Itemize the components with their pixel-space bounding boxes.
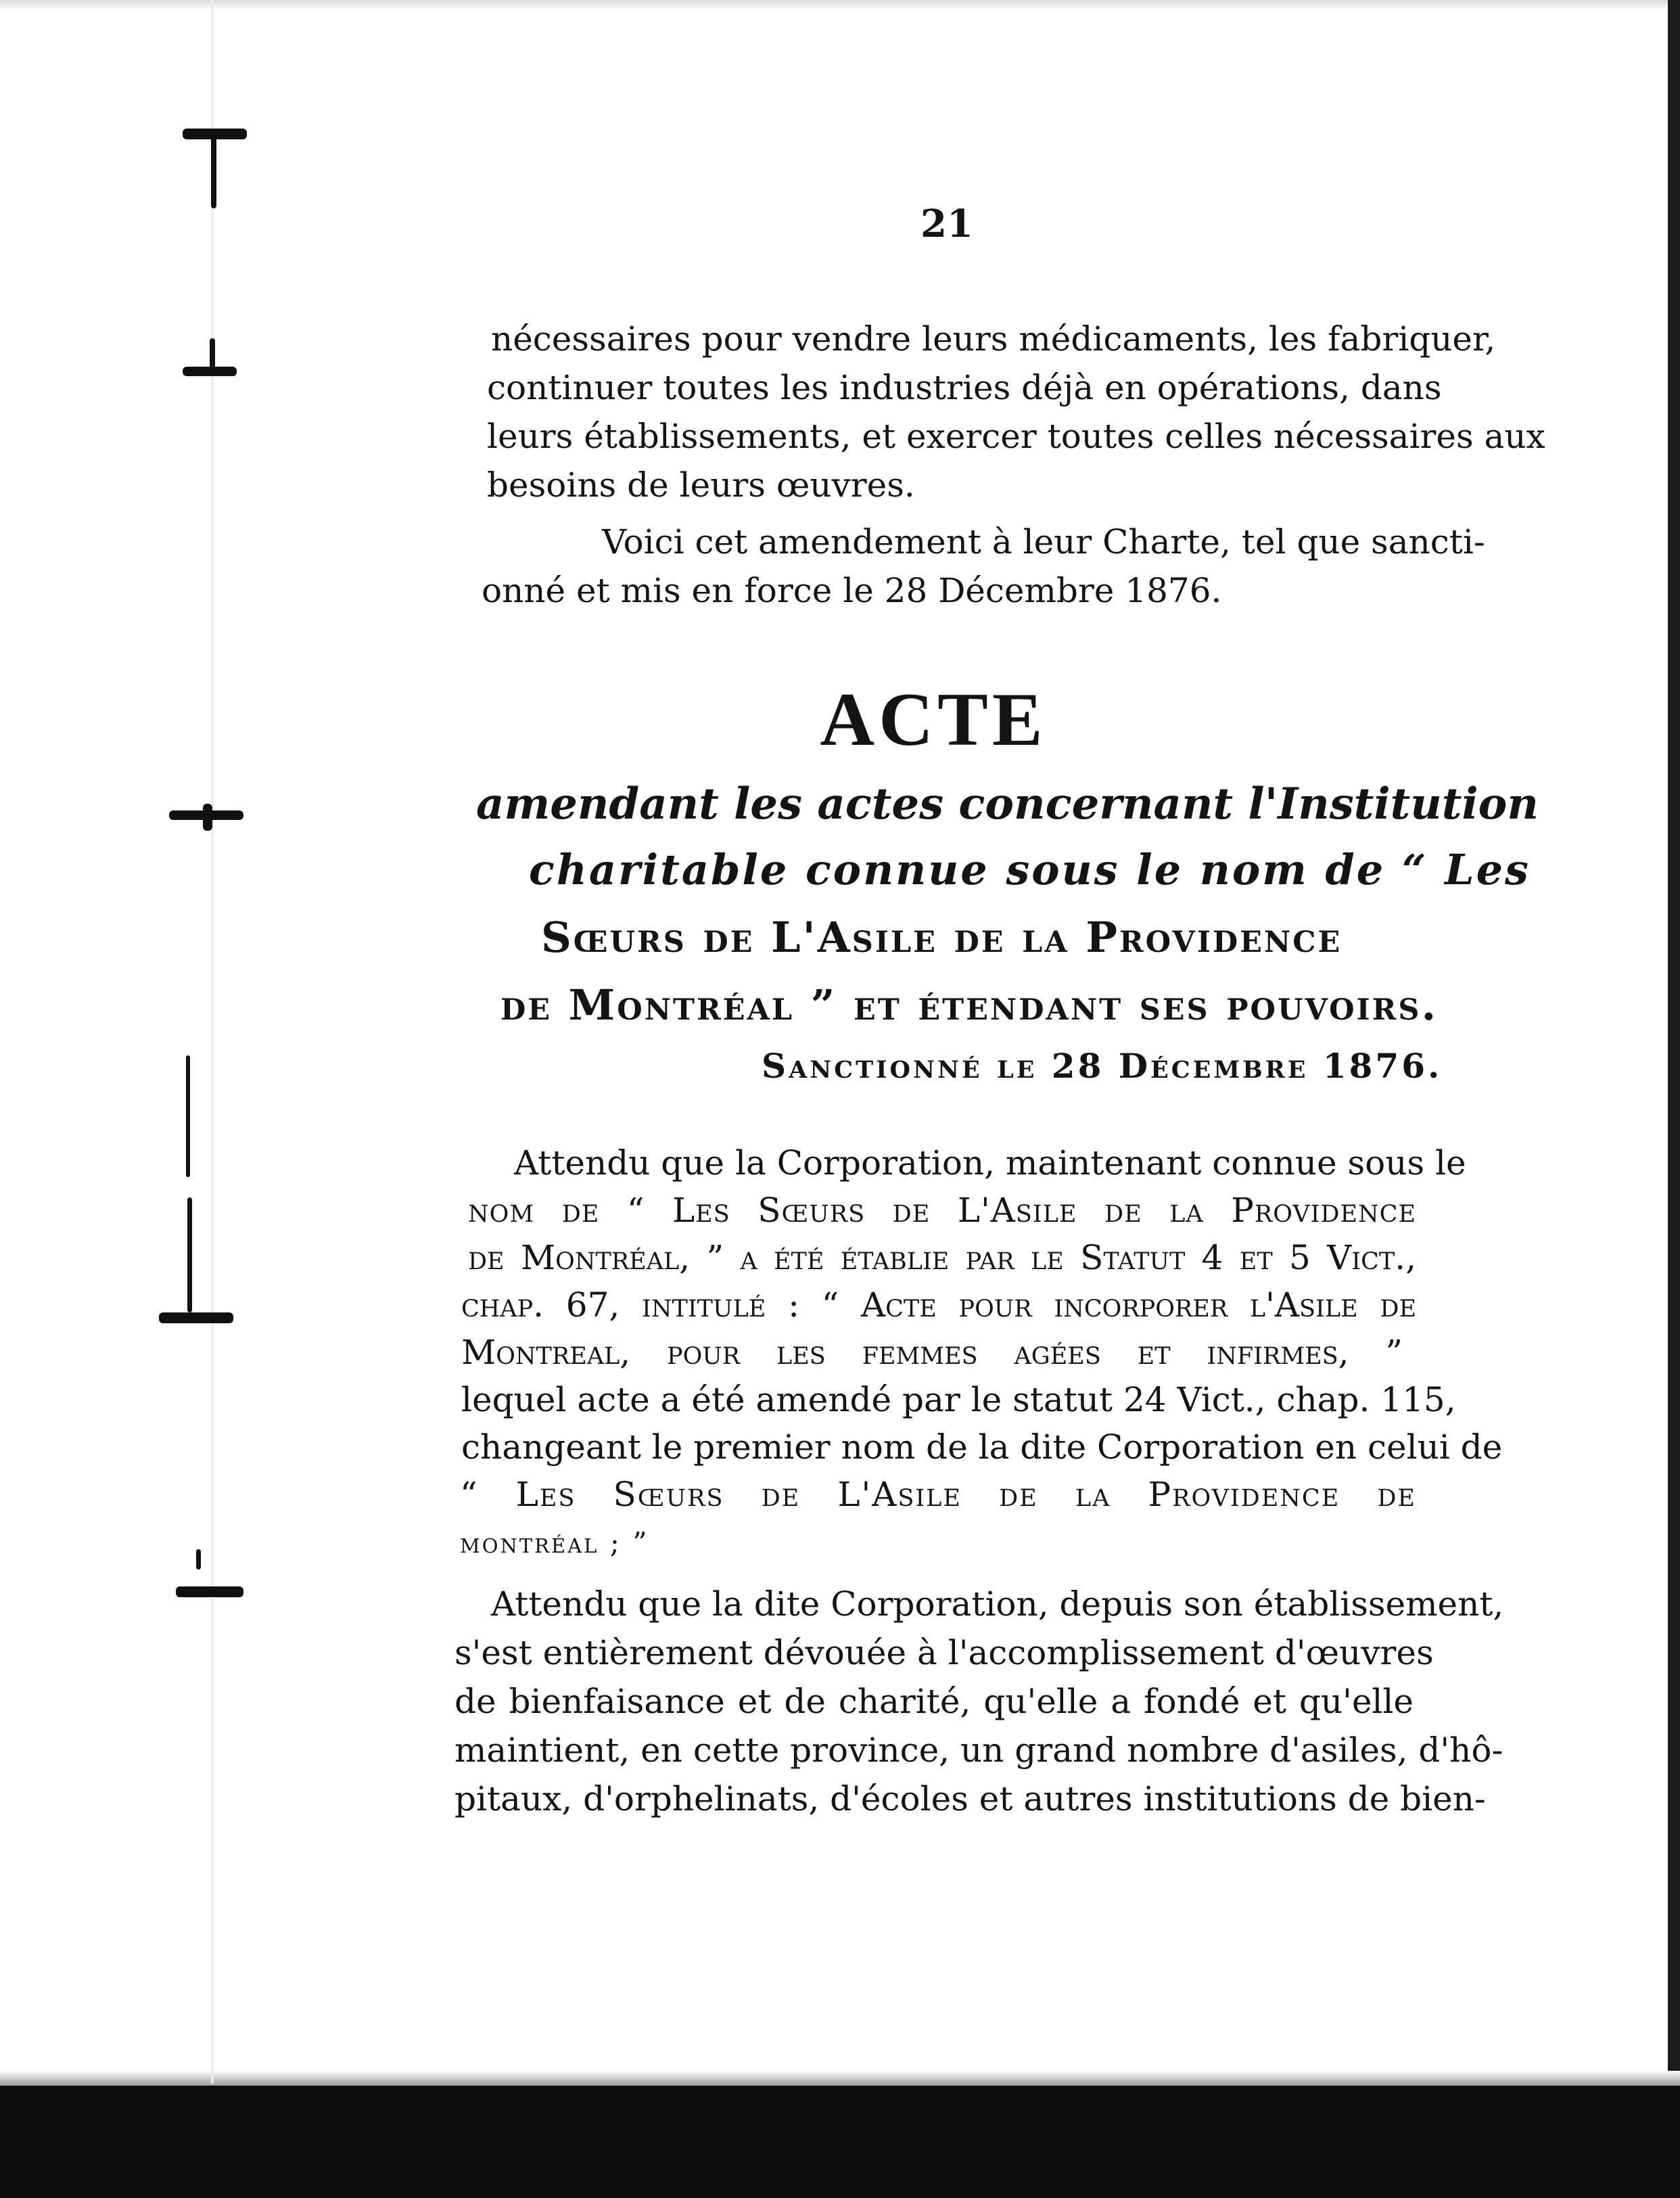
text-line: “ Les Sœurs de L'Asile de la Providence de	[460, 1475, 1416, 1514]
scan-bottom-band	[0, 2086, 1680, 2198]
binding-stitch-mark	[179, 338, 247, 392]
act-title: ACTE	[820, 678, 1047, 762]
text-line: continuer toutes les industries déjà en opérations, dans	[487, 368, 1442, 407]
text-line: maintient, en cette province, un grand nombre d'asiles, d'hô-	[454, 1731, 1503, 1770]
text-line: onné et mis en force le 28 Décembre 1876.	[482, 571, 1222, 610]
text-line: Attendu que la dite Corporation, depuis son établissement,	[491, 1584, 1504, 1624]
text-line: de Montréal, ” a été établie par le Statut 4 et 5 Vict.,	[468, 1238, 1416, 1277]
act-subtitle-line: de Montréal ” et étendant ses pouvoirs.	[500, 980, 1439, 1030]
text-line: Attendu que la Corporation, maintenant connue sous le	[514, 1143, 1466, 1183]
text-line: nom de “ Les Sœurs de L'Asile de la Providence	[468, 1191, 1416, 1230]
act-subtitle-line: Sœurs de L'Asile de la Providence	[541, 913, 1343, 962]
text-line: pitaux, d'orphelinats, d'écoles et autres institutions de bien-	[454, 1779, 1486, 1818]
text-line: besoins de leurs œuvres.	[487, 465, 915, 505]
binding-stitch-mark	[169, 798, 250, 852]
page-number: 21	[920, 202, 973, 246]
act-subtitle-text: charitable connue sous le nom de “ Les	[529, 845, 1531, 894]
text-line: s'est entièrement dévouée à l'accomplissement d'œuvres	[454, 1633, 1434, 1672]
act-sanction-date: Sanctionné le 28 Décembre 1876.	[762, 1046, 1443, 1086]
text-line: nécessaires pour vendre leurs médicaments, les fabriquer,	[491, 319, 1496, 359]
binding-stitch-mark	[172, 1055, 240, 1340]
text-line: changeant le premier nom de la dite Corporation en celui de	[461, 1427, 1503, 1467]
text-line: de bienfaisance et de charité, qu'elle a fondé et qu'elle	[454, 1682, 1414, 1721]
text-line: chap. 67, intitulé : “ Acte pour incorporer l'Asile de	[461, 1285, 1416, 1325]
scan-top-edge	[0, 0, 1680, 9]
binding-fold	[211, 0, 214, 2084]
scan-right-edge	[1668, 0, 1680, 2198]
text-line: lequel acte a été amendé par le statut 24 Vict., chap. 115,	[461, 1380, 1456, 1419]
text-line: Voici cet amendement à leur Charte, tel que sancti-	[602, 522, 1485, 562]
act-subtitle-line	[529, 842, 1531, 900]
text-line: montréal ; ”	[460, 1526, 649, 1559]
act-subtitle-line: amendant les actes concernant l'Institution	[476, 779, 1539, 829]
binding-stitch-mark	[183, 122, 250, 291]
binding-stitch-mark	[176, 1549, 257, 1603]
text-line: leurs établissements, et exercer toutes celles nécessaires aux	[487, 417, 1545, 456]
text-line: Montreal, pour les femmes agées et infirmes, ”	[461, 1333, 1403, 1372]
